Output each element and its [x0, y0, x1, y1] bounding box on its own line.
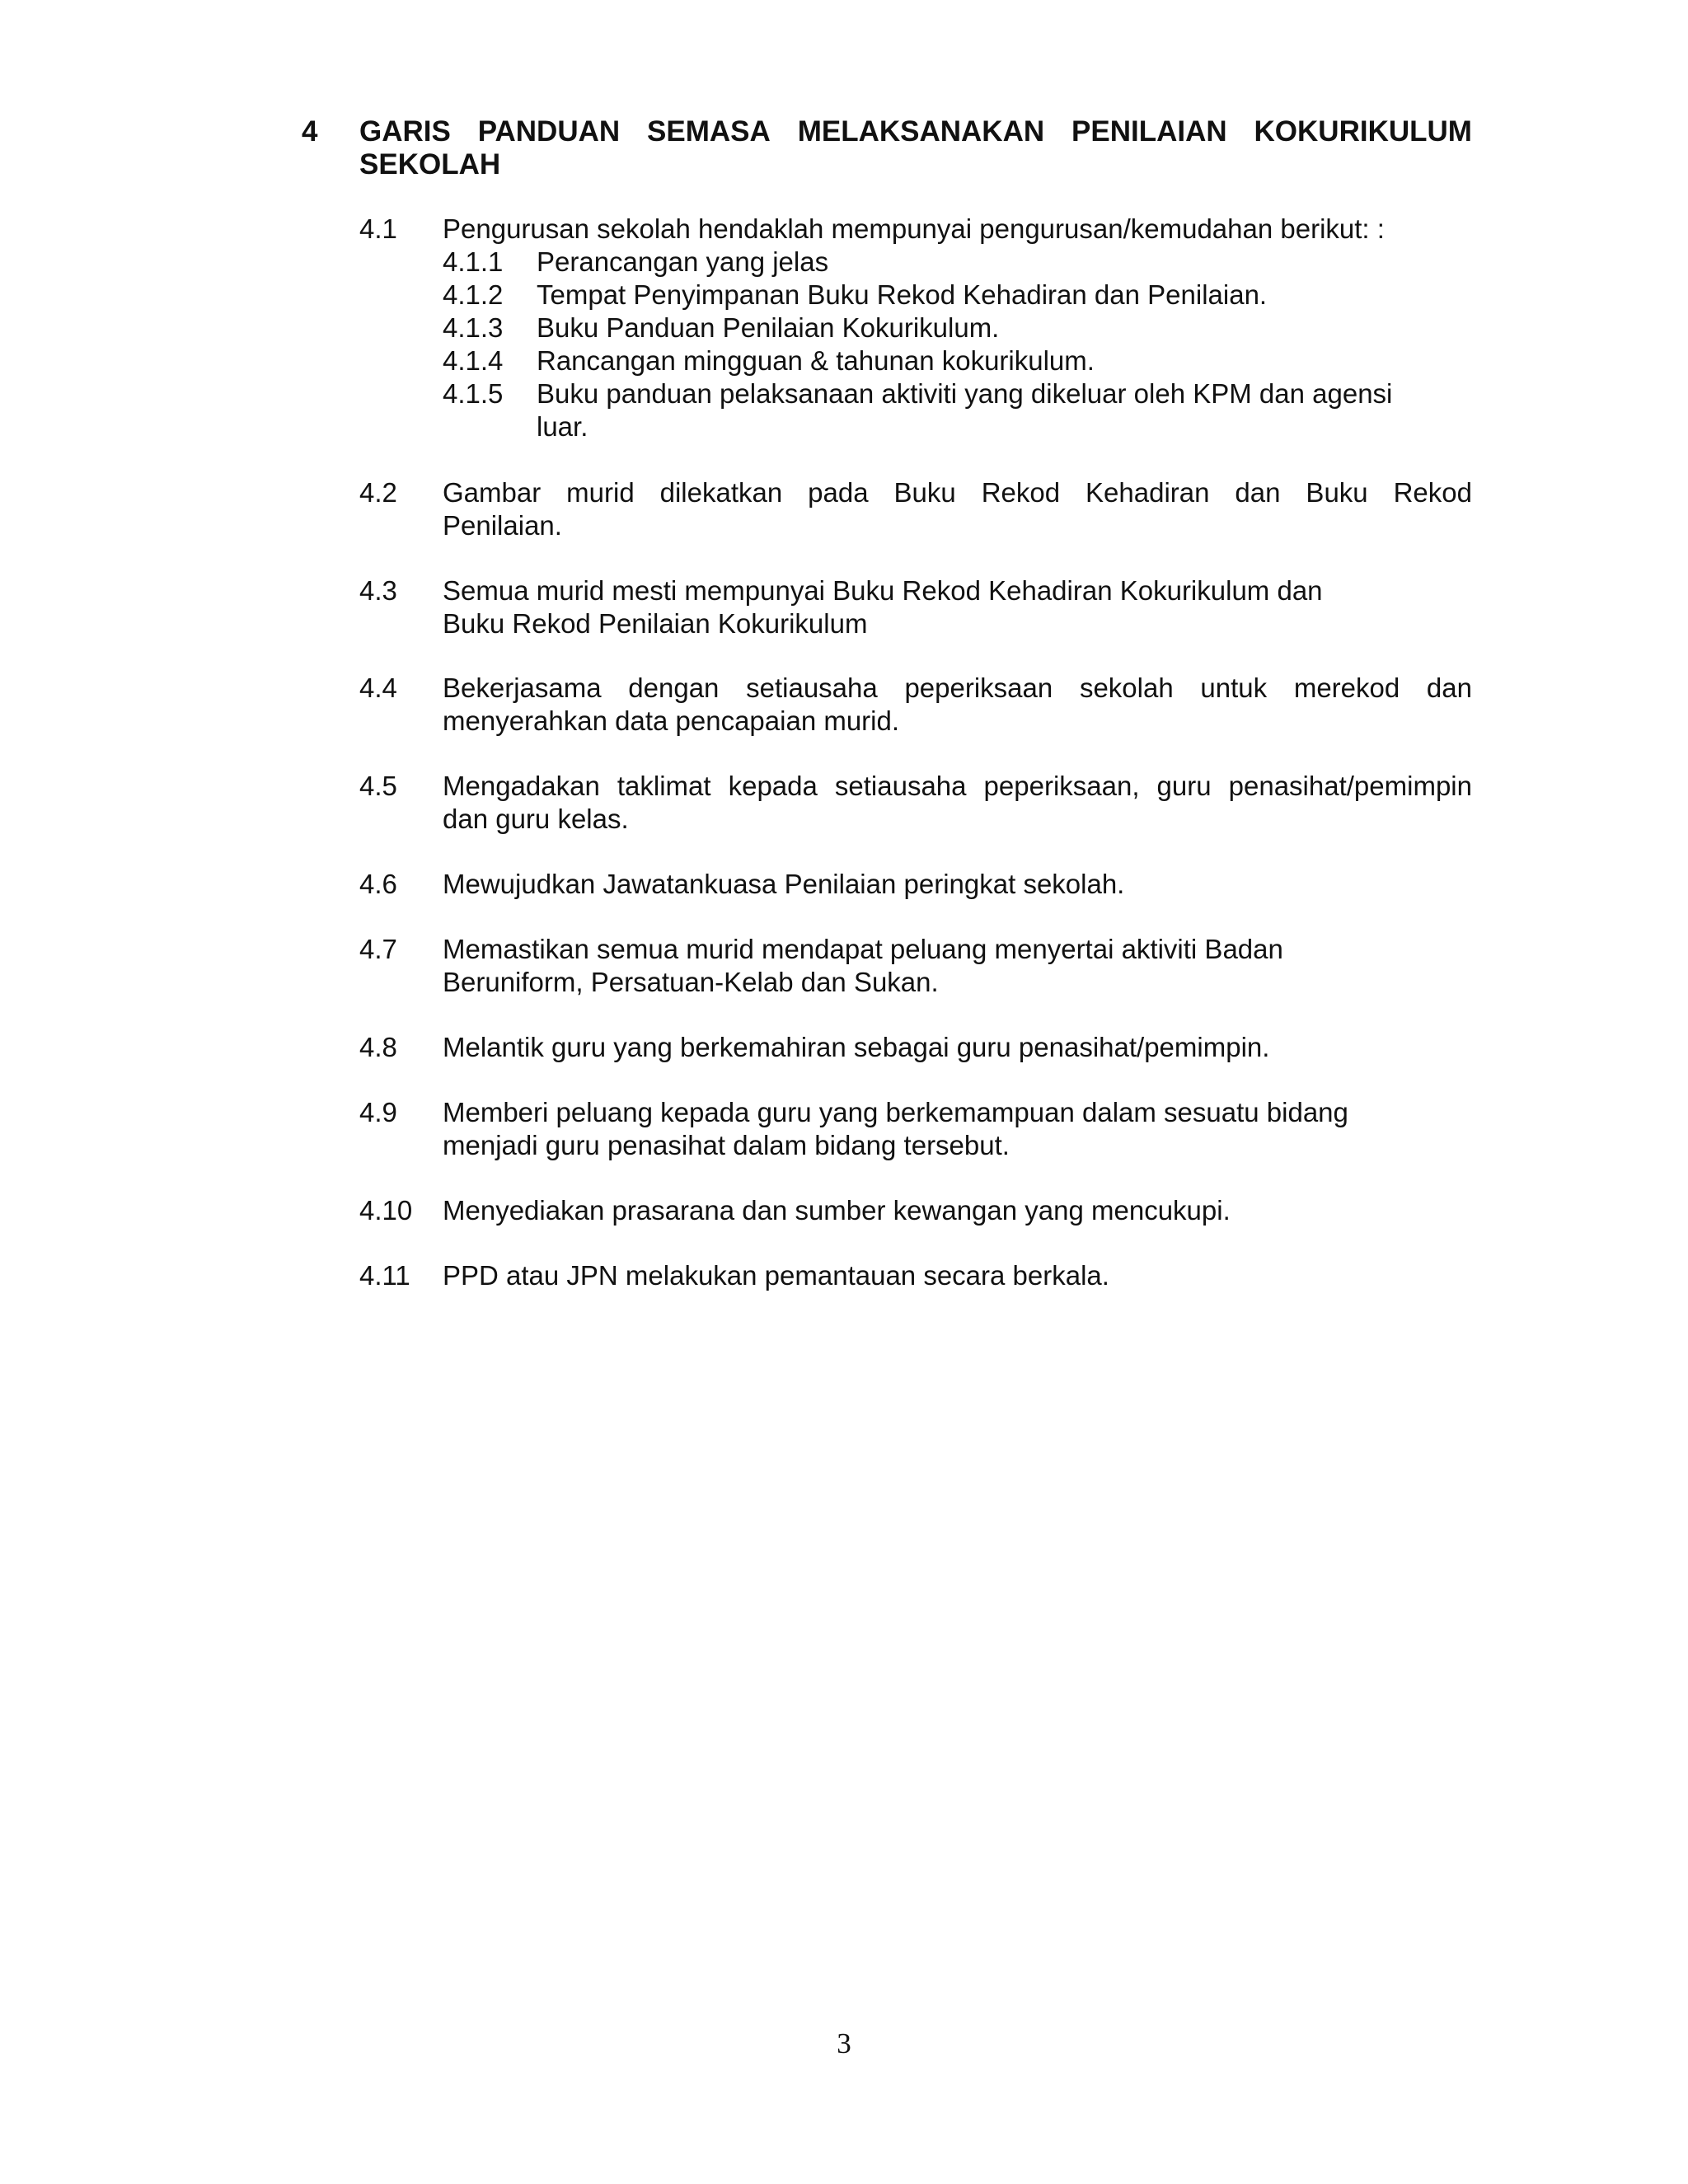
item-text — [443, 1259, 1472, 1292]
sub-item-text-line: Perancangan yang jelas — [537, 246, 829, 277]
item-text-line: Buku Rekod Penilaian Kokurikulum — [443, 608, 868, 639]
item-text — [443, 1194, 1472, 1227]
item-text-line: Semua murid mesti mempunyai Buku Rekod Kehadiran Kokurikulum dan — [443, 575, 1323, 606]
item-text — [443, 476, 1472, 542]
section-title — [359, 115, 1472, 181]
item-text-line: Bekerjasama dengan setiausaha peperiksaan sekolah untuk merekod dan — [443, 673, 1472, 703]
section-title-word: MELAKSANAKAN — [797, 115, 1045, 148]
sub-item-number: 4.1.1 — [443, 246, 504, 277]
item-text — [443, 1031, 1472, 1064]
sub-item-number: 4.1.2 — [443, 279, 504, 310]
item-text-line: Menyediakan prasarana dan sumber kewangan yang mencukupi. — [443, 1195, 1231, 1226]
sub-item-text — [537, 246, 1473, 279]
item-number: 4.5 — [359, 771, 397, 801]
section-number: 4 — [302, 115, 318, 148]
item-text-line: Melantik guru yang berkemahiran sebagai guru penasihat/pemimpin. — [443, 1032, 1270, 1062]
item-text — [443, 933, 1472, 999]
item-text-line: Penilaian. — [443, 510, 562, 541]
sub-item-number: 4.1.3 — [443, 312, 504, 343]
sub-item-text-line: luar. — [537, 411, 588, 442]
item-number: 4.10 — [359, 1195, 413, 1226]
sub-item-number: 4.1.5 — [443, 378, 504, 409]
item-number: 4.8 — [359, 1032, 397, 1062]
item-number: 4.11 — [359, 1260, 410, 1291]
item-text — [443, 574, 1472, 640]
section-title-word: KOKURIKULUM — [1254, 115, 1472, 148]
item-number: 4.7 — [359, 934, 397, 964]
sub-item-text-line: Buku panduan pelaksanaan aktiviti yang dikeluar oleh KPM dan agensi — [537, 378, 1393, 409]
section-title-line-1 — [359, 115, 1472, 148]
section-title-line-2: SEKOLAH — [359, 148, 501, 180]
item-number: 4.2 — [359, 477, 397, 508]
item-text — [443, 672, 1472, 738]
item-text — [443, 868, 1472, 901]
item-text — [443, 770, 1472, 836]
item-text-line: menyerahkan data pencapaian murid. — [443, 705, 900, 736]
item-text-line: Mewujudkan Jawatankuasa Penilaian peringkat sekolah. — [443, 869, 1125, 899]
item-number: 4.3 — [359, 575, 397, 606]
section-title-word: PANDUAN — [477, 115, 621, 148]
item-text — [443, 1096, 1472, 1162]
sub-item-number: 4.1.4 — [443, 345, 504, 376]
section-title-word: SEMASA — [647, 115, 771, 148]
sub-item-text — [537, 279, 1473, 312]
sub-item-text — [537, 312, 1473, 344]
item-text-line: PPD atau JPN melakukan pemantauan secara berkala. — [443, 1260, 1109, 1291]
item-number: 4.4 — [359, 673, 397, 703]
item-number: 4.9 — [359, 1097, 397, 1127]
sub-item-text-line: Rancangan mingguan & tahunan kokurikulum. — [537, 345, 1095, 376]
item-text-line: Memberi peluang kepada guru yang berkemampuan dalam sesuatu bidang — [443, 1097, 1348, 1127]
sub-item-text-line: Buku Panduan Penilaian Kokurikulum. — [537, 312, 1000, 343]
sub-item-text — [537, 377, 1473, 443]
sub-item-text-line: Tempat Penyimpanan Buku Rekod Kehadiran dan Penilaian. — [537, 279, 1268, 310]
item-number: 4.1 — [359, 213, 397, 244]
item-number: 4.6 — [359, 869, 397, 899]
item-text — [443, 213, 1472, 246]
item-text-line: Pengurusan sekolah hendaklah mempunyai pengurusan/kemudahan berikut: : — [443, 213, 1385, 244]
item-text-line: Memastikan semua murid mendapat peluang menyertai aktiviti Badan — [443, 934, 1283, 964]
section-title-word: PENILAIAN — [1071, 115, 1227, 148]
section-title-word: GARIS — [359, 115, 451, 148]
item-text-line: Gambar murid dilekatkan pada Buku Rekod Kehadiran dan Buku Rekod — [443, 477, 1472, 508]
sub-item-text — [537, 344, 1473, 377]
item-text-line: menjadi guru penasihat dalam bidang tersebut. — [443, 1130, 1010, 1160]
item-text-line: Beruniform, Persatuan-Kelab dan Sukan. — [443, 967, 939, 997]
item-text-line: Mengadakan taklimat kepada setiausaha peperiksaan, guru penasihat/pemimpin — [443, 771, 1472, 801]
item-text-line: dan guru kelas. — [443, 804, 629, 834]
page-number: 3 — [837, 2027, 851, 2060]
